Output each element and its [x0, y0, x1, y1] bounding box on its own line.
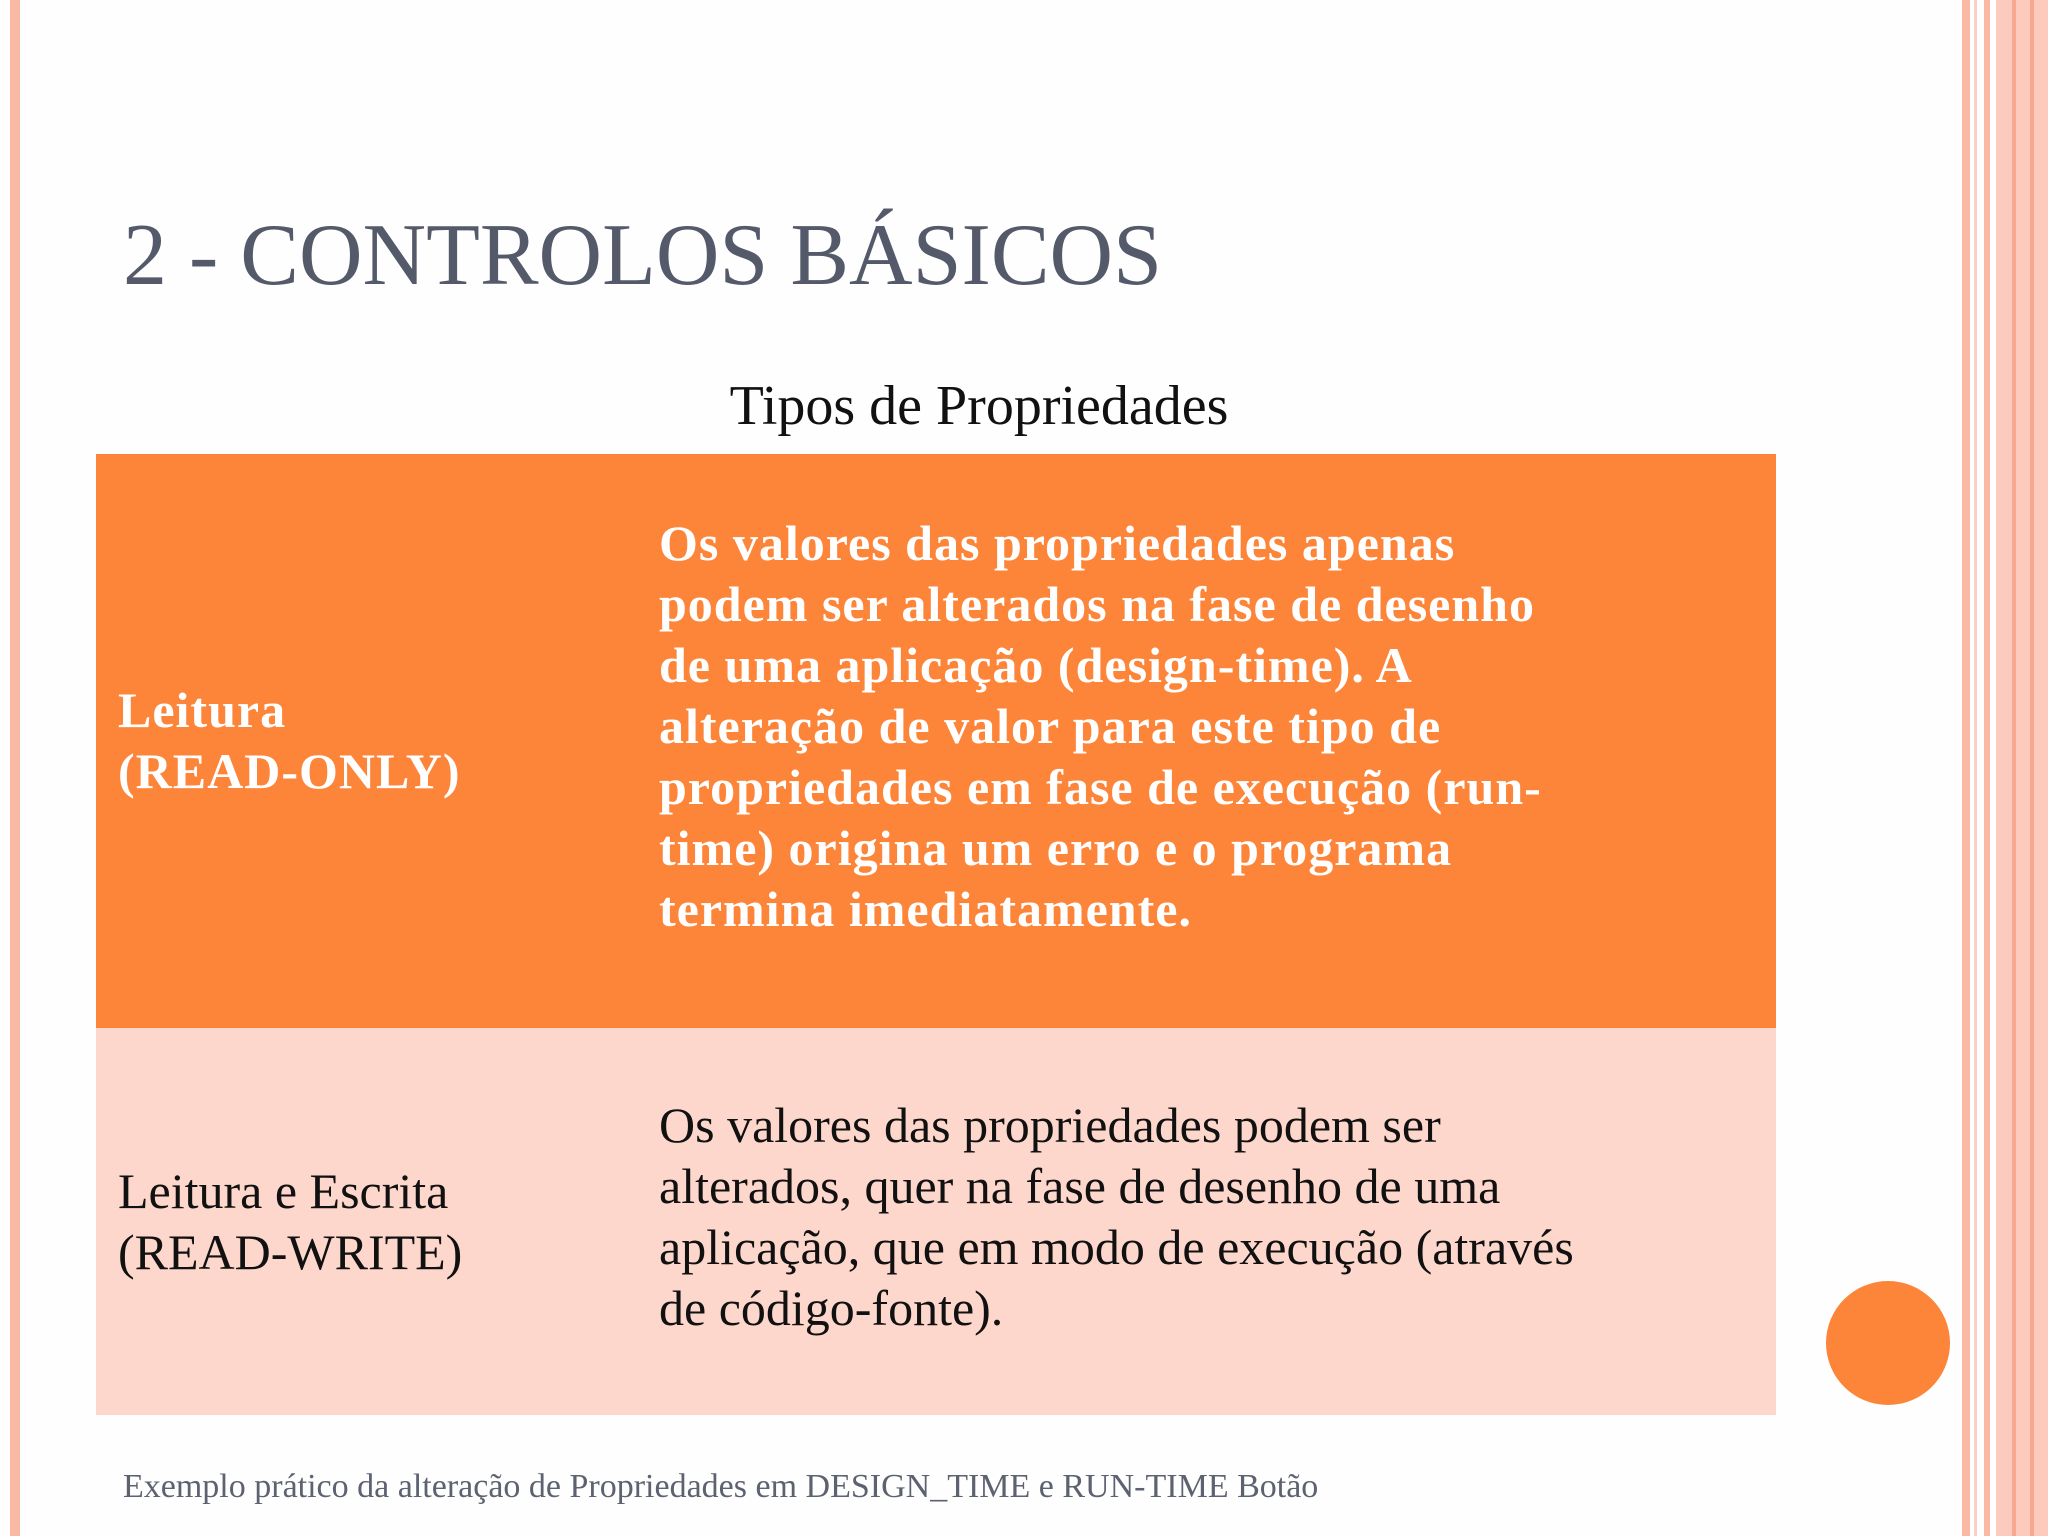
- table-caption: Tipos de Propriedades: [729, 375, 1229, 437]
- table-row-read-only: [96, 454, 1776, 1028]
- decorative-circle: [1826, 1281, 1950, 1405]
- right-border-bar-1: [1962, 0, 1970, 1536]
- description-line: time) origina um erro e o programa: [659, 819, 1453, 876]
- property-type-name-line: Leitura e Escrita: [118, 1162, 449, 1219]
- description-line: alteração de valor para este tipo de: [659, 697, 1442, 754]
- properties-table: [96, 454, 1776, 1415]
- right-border-bar-4: [1996, 0, 2048, 1536]
- right-border-bar-2: [1974, 0, 1977, 1536]
- property-type-name: [96, 680, 659, 802]
- table-row-read-write: [96, 1028, 1776, 1415]
- property-type-name-line: Leitura: [118, 682, 287, 738]
- description-line: de uma aplicação (design-time). A: [659, 636, 1413, 693]
- description-line: podem ser alterados na fase de desenho: [659, 575, 1535, 632]
- right-border-bar-5: [2012, 0, 2016, 1536]
- property-type-name-line: (READ-WRITE): [118, 1223, 463, 1280]
- description-line: de código-fonte).: [659, 1279, 1004, 1336]
- property-type-name-line: (READ-ONLY): [118, 743, 461, 799]
- description-line: Os valores das propriedades podem ser: [659, 1096, 1441, 1153]
- description-line: Os valores das propriedades apenas: [659, 514, 1456, 571]
- left-border-bar: [10, 0, 20, 1536]
- description-line: propriedades em fase de execução (run-: [659, 758, 1542, 815]
- description-line: aplicação, que em modo de execução (através: [659, 1218, 1574, 1275]
- description-line: alterados, quer na fase de desenho de uma: [659, 1157, 1501, 1214]
- property-type-name: [96, 1161, 659, 1283]
- property-type-description: [659, 513, 1776, 940]
- property-type-description: [659, 1095, 1776, 1339]
- slide-title: 2 - CONTROLOS BÁSICOS: [123, 207, 1163, 304]
- right-border-bar-6: [2030, 0, 2034, 1536]
- description-line: termina imediatamente.: [659, 880, 1192, 937]
- right-border-bar-3: [1984, 0, 1990, 1536]
- footer-note: Exemplo prático da alteração de Propriedades em DESIGN_TIME e RUN-TIME Botão: [123, 1468, 1319, 1505]
